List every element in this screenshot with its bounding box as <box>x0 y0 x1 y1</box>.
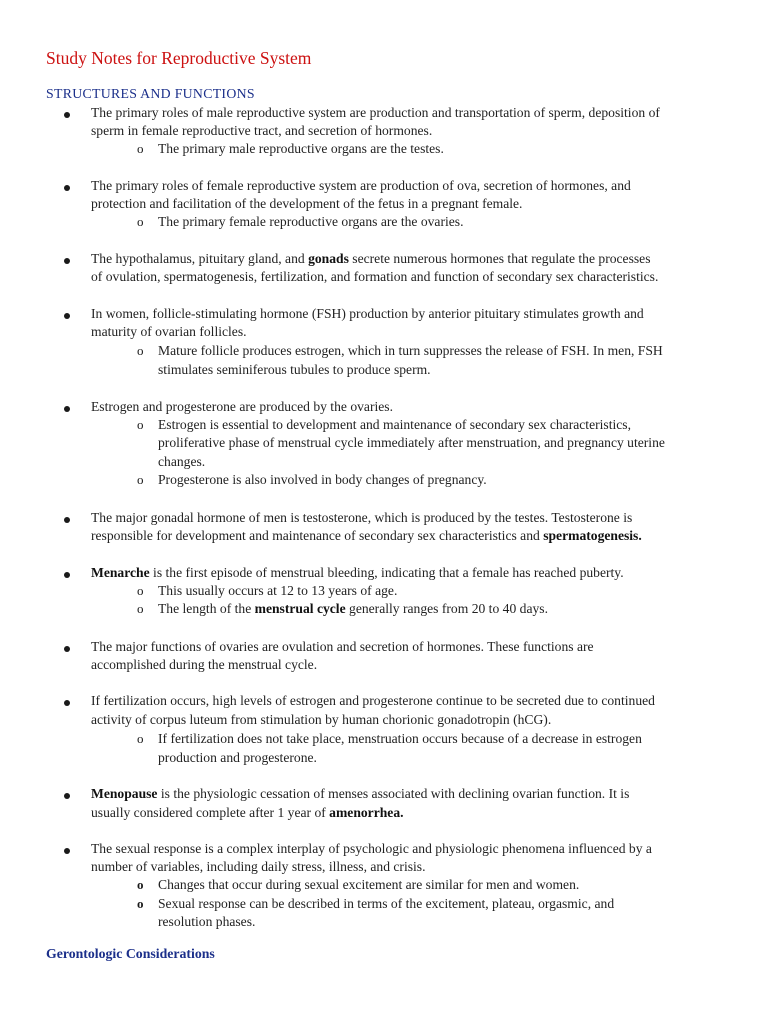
sub-bullet-icon: o <box>137 214 144 229</box>
list-item-text: accomplished during the menstrual cycle. <box>91 657 318 672</box>
list-item-text: maturity of ovarian follicles. <box>91 324 247 339</box>
sub-bullet-icon: o <box>137 141 144 156</box>
list-item-text: The primary roles of male reproductive system are production and transportation of sperm, deposition of <box>91 105 660 120</box>
sub-bullet-icon: o <box>137 343 144 358</box>
list-item-text: Menarche is the first episode of menstrual bleeding, indicating that a female has reached puberty. <box>91 565 624 580</box>
sub-list-item-text: The primary male reproductive organs are the testes. <box>158 141 444 156</box>
section-heading-gerontologic: Gerontologic Considerations <box>46 946 215 961</box>
sub-list-item-text: Estrogen is essential to development and maintenance of secondary sex characteristics, <box>158 417 631 432</box>
sub-list-item-text: Changes that occur during sexual excitement are similar for men and women. <box>158 877 580 892</box>
bullet-icon <box>64 406 70 412</box>
bullet-icon <box>64 313 70 319</box>
list-item-text: Menopause is the physiologic cessation of menses associated with declining ovarian function. It is <box>91 786 630 801</box>
bullet-icon <box>64 185 70 191</box>
bullet-icon <box>64 112 70 118</box>
sub-list-item-text: Sexual response can be described in terms of the excitement, plateau, orgasmic, and <box>158 896 615 911</box>
list-item-text: usually considered complete after 1 year of amenorrhea. <box>91 805 404 820</box>
bullet-icon <box>64 793 70 799</box>
list-item-text: The sexual response is a complex interplay of psychologic and physiologic phenomena influenced by a <box>91 841 652 856</box>
list-item-text: In women, follicle-stimulating hormone (FSH) production by anterior pituitary stimulates growth and <box>91 306 644 321</box>
sub-list-item-text: If fertilization does not take place, menstruation occurs because of a decrease in estrogen <box>158 731 642 746</box>
section-heading-structures: STRUCTURES AND FUNCTIONS <box>46 86 255 101</box>
bullet-icon <box>64 848 70 854</box>
sub-bullet-icon: o <box>137 417 144 432</box>
list-item-text: protection and facilitation of the development of the fetus in a pregnant female. <box>91 196 523 211</box>
sub-list-item-text: proliferative phase of menstrual cycle immediately after menstruation, and pregnancy uterine <box>158 435 665 450</box>
bullet-icon <box>64 517 70 523</box>
sub-list-item-text: The primary female reproductive organs are the ovaries. <box>158 214 464 229</box>
sub-list-item-text: stimulates seminiferous tubules to produce sperm. <box>158 362 431 377</box>
list-item-text: of ovulation, spermatogenesis, fertilization, and formation and function of secondary sex characteristics. <box>91 269 659 284</box>
list-item-text: number of variables, including daily stress, illness, and crisis. <box>91 859 426 874</box>
sub-list-item-text: This usually occurs at 12 to 13 years of age. <box>158 583 398 598</box>
list-item-text: responsible for development and maintenance of secondary sex characteristics and spermatogenesis. <box>91 528 642 543</box>
sub-bullet-icon: o <box>137 896 144 911</box>
bullet-icon <box>64 700 70 706</box>
list-item-text: sperm in female reproductive tract, and secretion of hormones. <box>91 123 433 138</box>
sub-list-item-text: production and progesterone. <box>158 750 317 765</box>
list-item-text: Estrogen and progesterone are produced by the ovaries. <box>91 399 393 414</box>
bullet-icon <box>64 572 70 578</box>
sub-bullet-icon: o <box>137 601 144 616</box>
list-item-text: The hypothalamus, pituitary gland, and gonads secrete numerous hormones that regulate the processes <box>91 251 651 266</box>
list-item-text: If fertilization occurs, high levels of estrogen and progesterone continue to be secreted due to continued <box>91 693 655 708</box>
sub-list-item-text: Progesterone is also involved in body changes of pregnancy. <box>158 472 487 487</box>
sub-list-item-text: changes. <box>158 454 206 469</box>
page-title: Study Notes for Reproductive System <box>46 48 312 68</box>
sub-bullet-icon: o <box>137 731 144 746</box>
list-item-text: The primary roles of female reproductive system are production of ova, secretion of hormones, and <box>91 178 631 193</box>
list-item-text: The major gonadal hormone of men is testosterone, which is produced by the testes. Testosterone is <box>91 510 633 525</box>
bullet-icon <box>64 646 70 652</box>
bullet-icon <box>64 258 70 264</box>
list-item-text: The major functions of ovaries are ovulation and secretion of hormones. These functions are <box>91 639 594 654</box>
list-item-text: activity of corpus luteum from stimulation by human chorionic gonadotropin (hCG). <box>91 712 552 727</box>
sub-bullet-icon: o <box>137 472 144 487</box>
sub-list-item-text: The length of the menstrual cycle generally ranges from 20 to 40 days. <box>158 601 548 616</box>
sub-bullet-icon: o <box>137 877 144 892</box>
sub-bullet-icon: o <box>137 583 144 598</box>
sub-list-item-text: Mature follicle produces estrogen, which in turn suppresses the release of FSH. In men, FSH <box>158 343 663 358</box>
sub-list-item-text: resolution phases. <box>158 914 256 929</box>
